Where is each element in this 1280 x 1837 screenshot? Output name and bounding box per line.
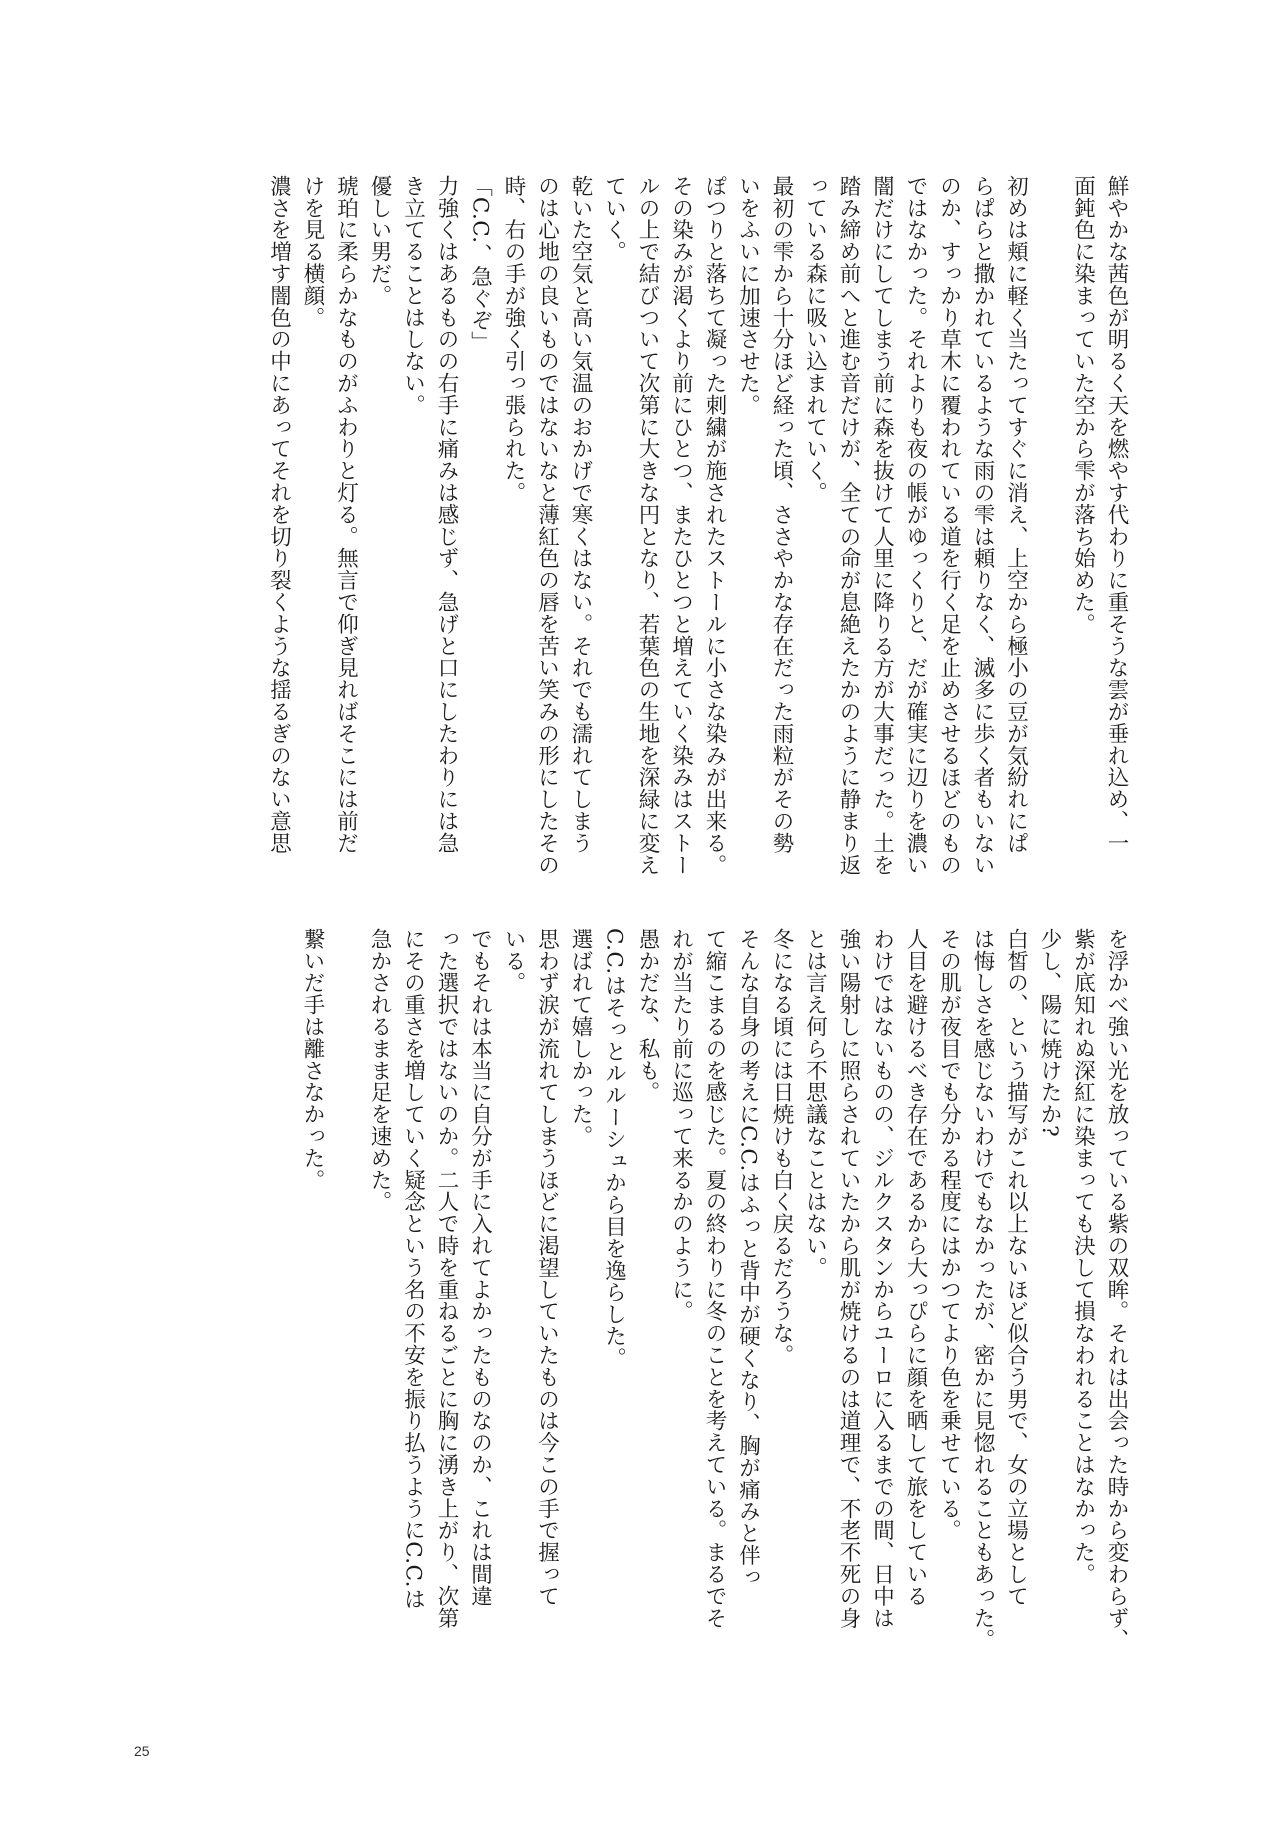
text-line: そんな自身の考えにC.C.はふっと背中が硬くなり、胸が痛みと伴っ <box>735 928 761 1588</box>
text-line: 力強くはあるものの右手に痛みは感じず、急げと口にしたわりには急 <box>434 175 459 854</box>
text-line: いる。 <box>501 928 526 994</box>
text-line: けを見る横顔。 <box>300 175 325 329</box>
text-line: は悔しさを感じないわけでもなかったが、密かに見惚れることもあった。 <box>970 928 995 1651</box>
text-line: ぽつりと落ちて凝った刺繍が施されたストールに小さな染みが出来る。 <box>702 175 727 876</box>
text-line: 急かされるまま足を速めた。 <box>367 928 392 1213</box>
page-number: 25 <box>134 1743 150 1759</box>
text-line: 思わず涙が流れてしまうほどに渇望していたものは今この手で握って <box>534 928 560 1607</box>
text-line: 白皙の、という描写がこれ以上ないほど似合う男で、女の立場として <box>1003 928 1029 1607</box>
text-line: 面鈍色に染まっていた空から雫が落ち始めた。 <box>1070 175 1096 635</box>
text-line: 少し、陽に焼けたか? <box>1037 928 1062 1138</box>
text-line: き立てることはしない。 <box>400 175 426 416</box>
text-line: らぱらと撒かれているような雨の雫は頼りなく、滅多に歩く者もいない <box>970 175 995 876</box>
text-line: 琥珀に柔らかなものがふわりと灯る。無言で仰ぎ見ればそこには前だ <box>333 175 359 854</box>
text-line: 「C.C.、急ぐぞ」 <box>467 175 493 354</box>
text-line: 強い陽射しに照らされていたから肌が焼けるのは道理で、不老不死の身 <box>836 928 861 1629</box>
text-line: った選択ではないのか。二人で時を重ねるごとに胸に湧き上がり、次第 <box>434 928 459 1629</box>
text-line: にその重さを増していく疑念という名の不安を振り払うようにC.C.は <box>400 928 426 1610</box>
text-line: て縮こまるのを感じた。夏の終わりに冬のことを考えている。まるでそ <box>702 928 727 1629</box>
text-line: 冬になる頃には日焼けも白く戻るだろうな。 <box>769 928 794 1366</box>
text-line: 初めは頬に軽く当たってすぐに消え、上空から極小の豆が気紛れにぱ <box>1003 175 1029 854</box>
text-line: 闇だけにしてしまう前に森を抜けて人里に降りる方が大事だった。土を <box>869 175 895 876</box>
text-line: 繋いだ手は離さなかった。 <box>300 928 325 1191</box>
text-line: 優しい男だ。 <box>367 175 392 307</box>
text-line: 乾いた空気と高い気温のおかげで寒くはない。それでも濡れてしまう <box>568 175 593 854</box>
text-line: とは言え何ら不思議なことはない。 <box>802 928 828 1279</box>
text-line: のは心地の良いものではないなと薄紅色の唇を苦い笑みの形にしたその <box>534 175 560 876</box>
text-line: を浮かべ強い光を放っている紫の双眸。それは出会った時から変わらず、 <box>1104 928 1129 1651</box>
text-line: のか、すっかり草木に覆われている道を行く足を止めさせるほどのもの <box>936 175 962 876</box>
text-line: その肌が夜目でも分かる程度にはかつてより色を乗せている。 <box>936 928 962 1542</box>
text-line: 鮮やかな茜色が明るく天を燃やす代わりに重そうな雲が垂れ込め、一 <box>1104 175 1129 854</box>
text-line: 紫が底知れぬ深紅に染まっても決して損なわれることはなかった。 <box>1070 928 1096 1585</box>
text-line: 選ばれて嬉しかった。 <box>568 928 593 1147</box>
text-line: その染みが渇くより前にひとつ、またひとつと増えていく染みはストー <box>668 175 694 876</box>
text-line: 人目を避けるべき存在であるから大っぴらに顔を晒して旅をしている <box>903 928 928 1607</box>
text-line: 時、右の手が強く引っ張られた。 <box>501 175 526 504</box>
text-line: 踏み締め前へと進む音だけが、全ての命が息絶えたかのように静まり返 <box>836 175 861 876</box>
text-line: 濃さを増す闇色の中にあってそれを切り裂くような揺るぎのない意思 <box>266 175 292 854</box>
text-line: 最初の雫から十分ほど経った頃、ささやかな存在だった雨粒がその勢 <box>769 175 794 854</box>
text-line: ルの上で結びついて次第に大きな円となり、若葉色の生地を深緑に変え <box>635 175 660 876</box>
text-block-bottom <box>296 928 1134 1651</box>
text-line: C.C.はそっとルルーシュから目を逸らした。 <box>601 928 627 1369</box>
text-line <box>1033 175 1067 850</box>
text-line: っている森に吸い込まれていく。 <box>802 175 828 504</box>
text-line: れが当たり前に巡って来るかのように。 <box>668 928 694 1323</box>
text-line: いをふいに加速させた。 <box>735 175 761 416</box>
text-line: 愚かだな、私も。 <box>635 928 660 1104</box>
text-line: ていく。 <box>601 175 627 263</box>
text-line: わけではないものの、ジルクスタンからユーロに入るまでの間、日中は <box>869 928 895 1629</box>
text-line: でもそれは本当に自分が手に入れてよかったものなのか、これは間違 <box>467 928 493 1607</box>
text-block-top <box>262 175 1133 876</box>
text-line <box>329 928 363 1608</box>
text-line: ではなかった。それよりも夜の帳がゆっくりと、だが確実に辺りを濃い <box>903 175 928 876</box>
